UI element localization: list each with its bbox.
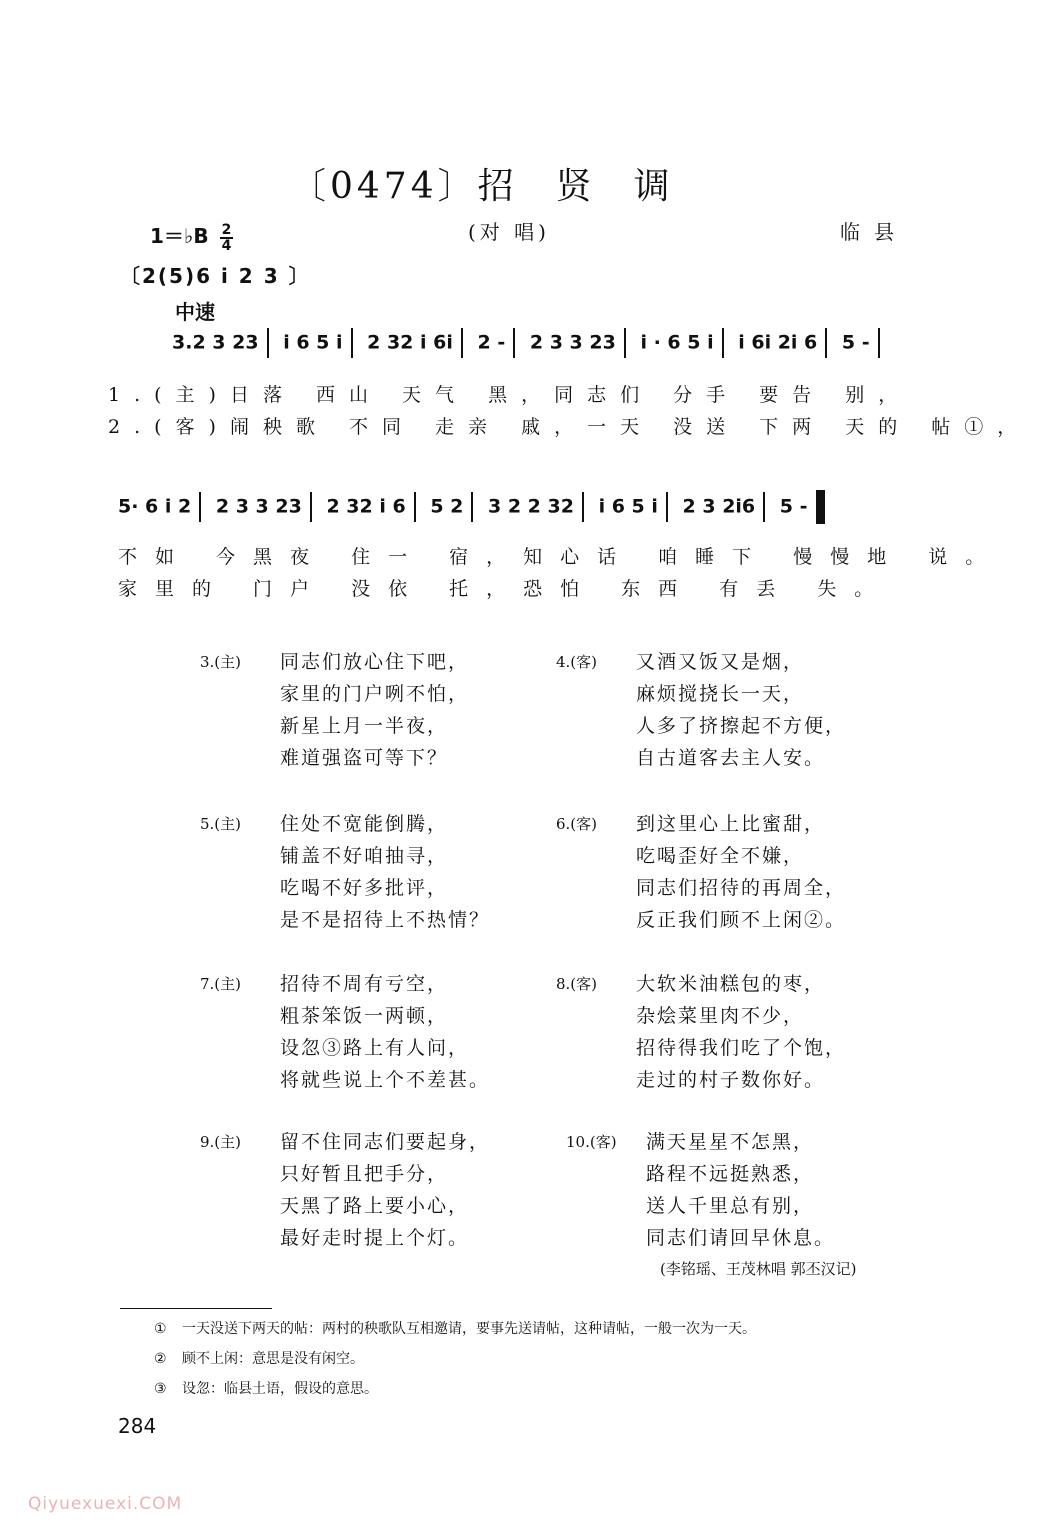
verse-line: 走过的村子数你好。: [636, 1069, 826, 1091]
verse-line: 送人千里总有别，: [646, 1195, 815, 1217]
measure: 2 32 i 6: [326, 495, 406, 518]
footnote-text: 设忽：临县土语，假设的意思。: [182, 1381, 378, 1397]
region-label: 临县: [840, 220, 908, 244]
verse-number: 5.(主): [200, 815, 242, 833]
score-line-2: [118, 490, 825, 524]
footnote-text: 一天没送下两天的帖：两村的秧歌队互相邀请，要事先送请帖，这种请帖，一般一次为一天。: [182, 1321, 756, 1337]
verse-line: 难道强盗可等下？: [280, 747, 449, 769]
verse-line: 是不是招待上不热情？: [280, 909, 491, 931]
measure: i 6 5 i: [598, 495, 658, 518]
time-signature: $\frac{2}{4}$: [221, 221, 232, 254]
verse-line: 家里的门户咧不怕，: [280, 683, 470, 705]
measure: 5 -: [779, 495, 808, 518]
key-label: 1＝♭B: [150, 224, 209, 248]
measure: 2 3 2i6: [682, 495, 756, 518]
measure: 2 3 3 23: [529, 331, 616, 354]
footnote-mark: ③: [154, 1381, 167, 1397]
verse-line: 杂烩菜里肉不少，: [636, 1005, 805, 1027]
measure: 5 -: [841, 331, 870, 354]
verse-line: 只好暂且把手分，: [280, 1163, 449, 1185]
verse-line: 路程不远挺熟悉，: [646, 1163, 815, 1185]
verse-line: 反正我们顾不上闲②。: [636, 909, 847, 931]
verse-line: 将就些说上个不差甚。: [280, 1069, 491, 1091]
score-line-1: [172, 328, 888, 358]
verse-line: 天黑了路上要小心，: [280, 1195, 470, 1217]
intro-notation: 〔2(5)6 i 2 3 〕: [120, 264, 311, 288]
verse-line: 吃喝不好多批评，: [280, 877, 449, 899]
measure: 5· 6 i 2: [118, 495, 192, 518]
verse-line: 吃喝歪好全不嫌，: [636, 845, 805, 867]
verse-number: 7.(主): [200, 975, 242, 993]
measure: i 6 5 i: [283, 331, 343, 354]
verse-number: 6.(客): [556, 815, 598, 833]
verse-number: 3.(主): [200, 653, 242, 671]
lyrics-line: 2.(客)闹秧歌 不同 走亲 戚，一天 没送 下两 天的 帖①，: [108, 416, 1031, 438]
verse-line: 招待得我们吃了个饱，: [636, 1037, 847, 1059]
verse-line: 人多了挤擦起不方便，: [636, 715, 847, 737]
footnote-text: 顾不上闲：意思是没有闲空。: [182, 1351, 364, 1367]
verse-line: 到这里心上比蜜甜，: [636, 813, 826, 835]
lyrics-line: 家里的 门户 没依 托，恐怕 东西 有丢 失。: [118, 578, 892, 600]
verse-line: 粗茶笨饭一两顿，: [280, 1005, 449, 1027]
verse-line: 留不住同志们要起身，: [280, 1131, 491, 1153]
verse-line: 自古道客去主人安。: [636, 747, 826, 769]
verse-number: 9.(主): [200, 1133, 242, 1151]
footnote: [154, 1318, 756, 1338]
footnote-divider: [120, 1308, 272, 1309]
song-name: 招贤调: [477, 166, 712, 207]
verse-line: 设忽③路上有人问，: [280, 1037, 470, 1059]
measure: i · 6 5 i: [640, 331, 714, 354]
credit-line: (李铭瑶、王茂林唱 郭丕汉记): [660, 1260, 857, 1278]
verse-number: 4.(客): [556, 653, 598, 671]
tempo-marking: 中速: [175, 300, 215, 324]
genre-label: (对 唱): [468, 220, 550, 244]
verse-line: 住处不宽能倒腾，: [280, 813, 449, 835]
verse-number: 8.(客): [556, 975, 598, 993]
measure: 3.2 3 23: [172, 331, 259, 354]
page-number: 284: [118, 1414, 157, 1438]
measure: 2 32 i 6i: [367, 331, 453, 354]
song-title: [290, 158, 712, 209]
verse-number: 10.(客): [566, 1133, 617, 1151]
verse-line: 麻烦搅挠长一天，: [636, 683, 805, 705]
footnote-mark: ②: [154, 1351, 167, 1367]
footnote: [154, 1348, 364, 1368]
measure: i 6i 2i 6: [738, 331, 818, 354]
verse-line: 招待不周有亏空，: [280, 973, 449, 995]
verse-line: 同志们请回早休息。: [646, 1227, 836, 1249]
song-number: 〔0474〕: [290, 166, 478, 207]
verse-line: 铺盖不好咱抽寻，: [280, 845, 449, 867]
verse-line: 满天星星不怎黑，: [646, 1131, 815, 1153]
verse-line: 同志们放心住下吧，: [280, 651, 470, 673]
measure: 2 -: [477, 331, 506, 354]
lyrics-line: 1.(主)日落 西山 天气 黑，同志们 分手 要告 别，: [108, 384, 912, 406]
verse-line: 最好走时提上个灯。: [280, 1227, 470, 1249]
key-signature: [150, 220, 233, 253]
verse-line: 又酒又饭又是烟，: [636, 651, 805, 673]
verse-line: 同志们招待的再周全，: [636, 877, 847, 899]
measure: 2 3 3 23: [215, 495, 302, 518]
measure: 5 2: [430, 495, 464, 518]
footnote: [154, 1378, 378, 1398]
footnote-mark: ①: [154, 1321, 167, 1337]
watermark: Qiyuexuexi.COM: [28, 1494, 183, 1514]
lyrics-line: 不如 今黑夜 住一 宿，知心话 咱睡下 慢慢地 说。: [118, 546, 1003, 568]
verse-line: 新星上月一半夜，: [280, 715, 449, 737]
measure: 3 2 2 32: [488, 495, 574, 518]
verse-line: 大软米油糕包的枣，: [636, 973, 826, 995]
